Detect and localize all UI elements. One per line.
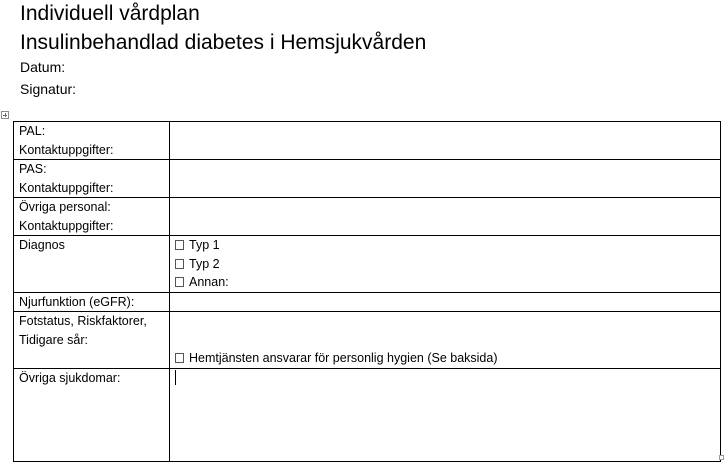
label-cell xyxy=(14,292,170,312)
table-row-pas xyxy=(14,160,721,198)
table-row-pal xyxy=(14,122,721,160)
document-subtitle: Insulinbehandlad diabetes i Hemsjukvården xyxy=(20,31,427,54)
table-move-handle-icon[interactable] xyxy=(1,111,9,119)
option-label: Annan: xyxy=(189,275,229,289)
option-label: Typ 1 xyxy=(189,238,220,252)
checkbox-icon[interactable] xyxy=(175,240,184,250)
pal-label: PAL: xyxy=(19,124,46,138)
date-label: Datum: xyxy=(20,59,66,75)
table-row-kidney xyxy=(14,292,721,312)
checkbox-icon[interactable] xyxy=(175,277,184,287)
checkbox-icon[interactable] xyxy=(175,259,184,269)
diagnosis-option-other[interactable] xyxy=(175,273,715,292)
pas-label: PAS: xyxy=(19,162,47,176)
other-staff-contact-label: Kontaktuppgifter: xyxy=(19,218,114,233)
document-title: Individuell vårdplan xyxy=(20,2,200,25)
kidney-input-cell[interactable] xyxy=(170,292,721,312)
hygiene-option[interactable] xyxy=(175,349,715,368)
table-row-diagnosis xyxy=(14,236,721,293)
signature-label: Signatur: xyxy=(20,81,77,97)
table-resize-handle-icon[interactable] xyxy=(719,455,724,460)
other-diseases-label: Övriga sjukdomar: xyxy=(19,370,121,385)
text-cursor xyxy=(175,370,176,385)
diagnosis-label: Diagnos xyxy=(19,238,65,252)
other-staff-input-cell[interactable] xyxy=(170,198,721,236)
label-cell xyxy=(14,122,170,160)
other-diseases-input-cell[interactable] xyxy=(170,368,721,461)
option-label: Typ 2 xyxy=(189,256,220,271)
table-row-foot xyxy=(14,312,721,369)
table-row-other-staff xyxy=(14,198,721,236)
kidney-function-label: Njurfunktion (eGFR): xyxy=(19,294,135,309)
label-cell xyxy=(14,198,170,236)
label-cell xyxy=(14,368,170,461)
pas-contact-label: Kontaktuppgifter: xyxy=(19,180,114,195)
label-cell xyxy=(14,236,170,293)
pas-input-cell[interactable] xyxy=(170,160,721,198)
foot-status-label: Fotstatus, Riskfaktorer, xyxy=(19,314,147,328)
pal-input-cell[interactable] xyxy=(170,122,721,160)
pal-contact-label: Kontaktuppgifter: xyxy=(19,142,114,157)
diagnosis-options-cell xyxy=(170,236,721,293)
checkbox-icon[interactable] xyxy=(175,353,184,363)
diagnosis-option-type1[interactable] xyxy=(175,236,715,255)
foot-input-cell[interactable] xyxy=(170,312,721,369)
other-staff-label: Övriga personal: xyxy=(19,200,111,214)
foot-history-label: Tidigare sår: xyxy=(19,332,89,347)
label-cell xyxy=(14,312,170,369)
care-plan-table xyxy=(13,121,721,462)
table-row-other-diseases xyxy=(14,368,721,461)
diagnosis-option-type2[interactable] xyxy=(175,255,715,274)
label-cell xyxy=(14,160,170,198)
option-label: Hemtjänsten ansvarar för personlig hygien (Se baksida) xyxy=(189,351,498,365)
